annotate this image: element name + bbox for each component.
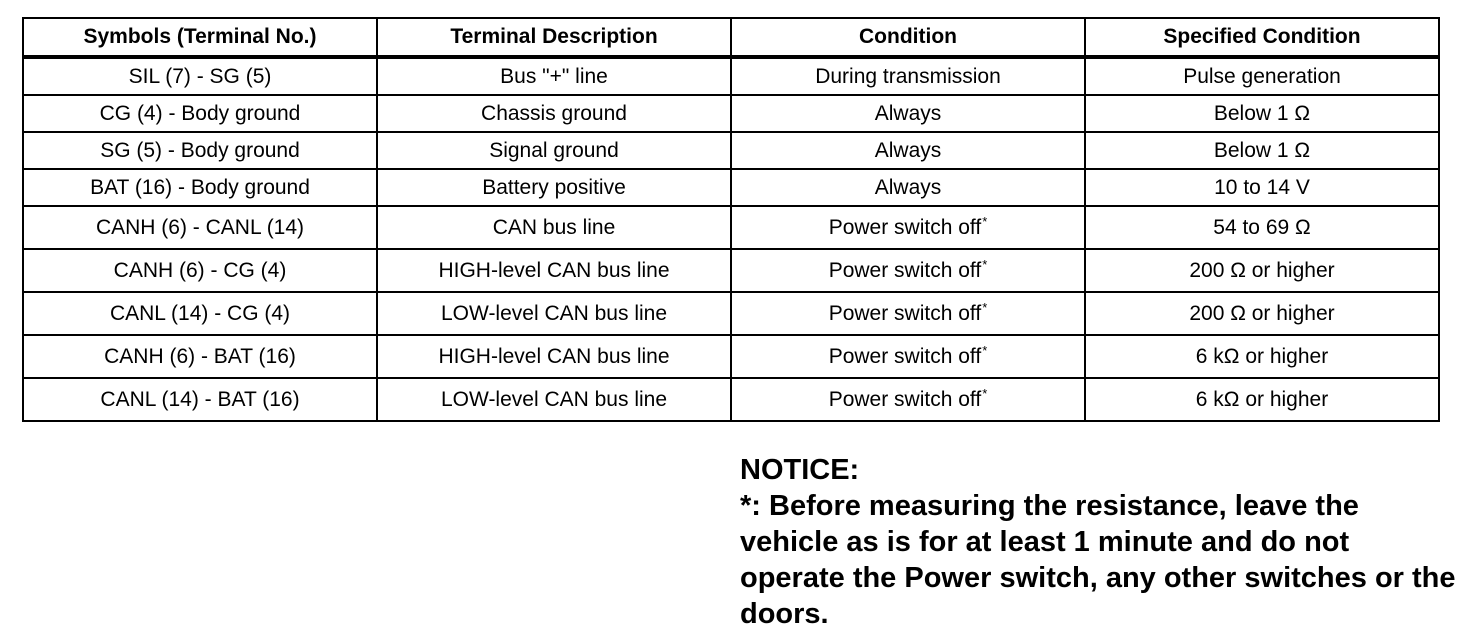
cell-condition xyxy=(731,249,1085,292)
cell-symbol: CANH (6) - CG (4) xyxy=(23,249,377,292)
table-row xyxy=(23,378,1439,421)
table-row xyxy=(23,292,1439,335)
condition-text: Power switch off xyxy=(828,258,982,282)
condition-text: Power switch off xyxy=(828,387,982,411)
cell-specified: 200 Ω or higher xyxy=(1085,292,1439,335)
asterisk-footnote-mark: * xyxy=(982,342,988,358)
cell-specified: Below 1 Ω xyxy=(1085,132,1439,169)
condition-text: Power switch off xyxy=(828,344,982,368)
cell-description: HIGH-level CAN bus line xyxy=(377,335,731,378)
cell-condition xyxy=(731,169,1085,206)
condition-text: During transmission xyxy=(815,64,1001,88)
cell-description: CAN bus line xyxy=(377,206,731,249)
cell-symbol: CG (4) - Body ground xyxy=(23,95,377,132)
table-row xyxy=(23,249,1439,292)
asterisk-footnote-mark: * xyxy=(982,256,988,272)
notice-block xyxy=(740,452,1460,632)
table-row xyxy=(23,132,1439,169)
cell-condition xyxy=(731,335,1085,378)
terminal-spec-table xyxy=(22,17,1440,422)
cell-symbol: CANH (6) - CANL (14) xyxy=(23,206,377,249)
cell-description: LOW-level CAN bus line xyxy=(377,292,731,335)
condition-text: Power switch off xyxy=(828,215,982,239)
condition-text: Always xyxy=(874,101,942,125)
cell-specified: Below 1 Ω xyxy=(1085,95,1439,132)
cell-specified: Pulse generation xyxy=(1085,57,1439,95)
notice-body: *: Before measuring the resistance, leave the vehicle as is for at least 1 minute and do not operate the Power switch, any other switches or the doors. xyxy=(740,490,1456,630)
notice-title: NOTICE: xyxy=(740,454,860,486)
header-specified-condition: Specified Condition xyxy=(1085,18,1439,57)
cell-symbol: CANH (6) - BAT (16) xyxy=(23,335,377,378)
cell-condition xyxy=(731,292,1085,335)
cell-specified: 200 Ω or higher xyxy=(1085,249,1439,292)
cell-specified: 6 kΩ or higher xyxy=(1085,335,1439,378)
cell-condition xyxy=(731,132,1085,169)
cell-condition xyxy=(731,206,1085,249)
cell-description: Signal ground xyxy=(377,132,731,169)
cell-description: Battery positive xyxy=(377,169,731,206)
cell-symbol: CANL (14) - BAT (16) xyxy=(23,378,377,421)
table-row xyxy=(23,95,1439,132)
cell-specified: 10 to 14 V xyxy=(1085,169,1439,206)
table-row xyxy=(23,57,1439,95)
cell-description: LOW-level CAN bus line xyxy=(377,378,731,421)
condition-text: Always xyxy=(874,138,942,162)
asterisk-footnote-mark: * xyxy=(982,385,988,401)
cell-condition xyxy=(731,57,1085,95)
table-row xyxy=(23,206,1439,249)
cell-description: Chassis ground xyxy=(377,95,731,132)
asterisk-footnote-mark: * xyxy=(982,213,988,229)
condition-text: Always xyxy=(874,175,942,199)
table-row xyxy=(23,335,1439,378)
cell-symbol: BAT (16) - Body ground xyxy=(23,169,377,206)
cell-description: HIGH-level CAN bus line xyxy=(377,249,731,292)
cell-condition xyxy=(731,378,1085,421)
cell-symbol: CANL (14) - CG (4) xyxy=(23,292,377,335)
cell-symbol: SG (5) - Body ground xyxy=(23,132,377,169)
asterisk-footnote-mark: * xyxy=(982,299,988,315)
header-terminal-description: Terminal Description xyxy=(377,18,731,57)
table-header-row xyxy=(23,18,1439,57)
cell-condition xyxy=(731,95,1085,132)
cell-description: Bus "+" line xyxy=(377,57,731,95)
cell-specified: 6 kΩ or higher xyxy=(1085,378,1439,421)
header-symbols: Symbols (Terminal No.) xyxy=(23,18,377,57)
cell-specified: 54 to 69 Ω xyxy=(1085,206,1439,249)
cell-symbol: SIL (7) - SG (5) xyxy=(23,57,377,95)
table-row xyxy=(23,169,1439,206)
condition-text: Power switch off xyxy=(828,301,982,325)
header-condition: Condition xyxy=(731,18,1085,57)
